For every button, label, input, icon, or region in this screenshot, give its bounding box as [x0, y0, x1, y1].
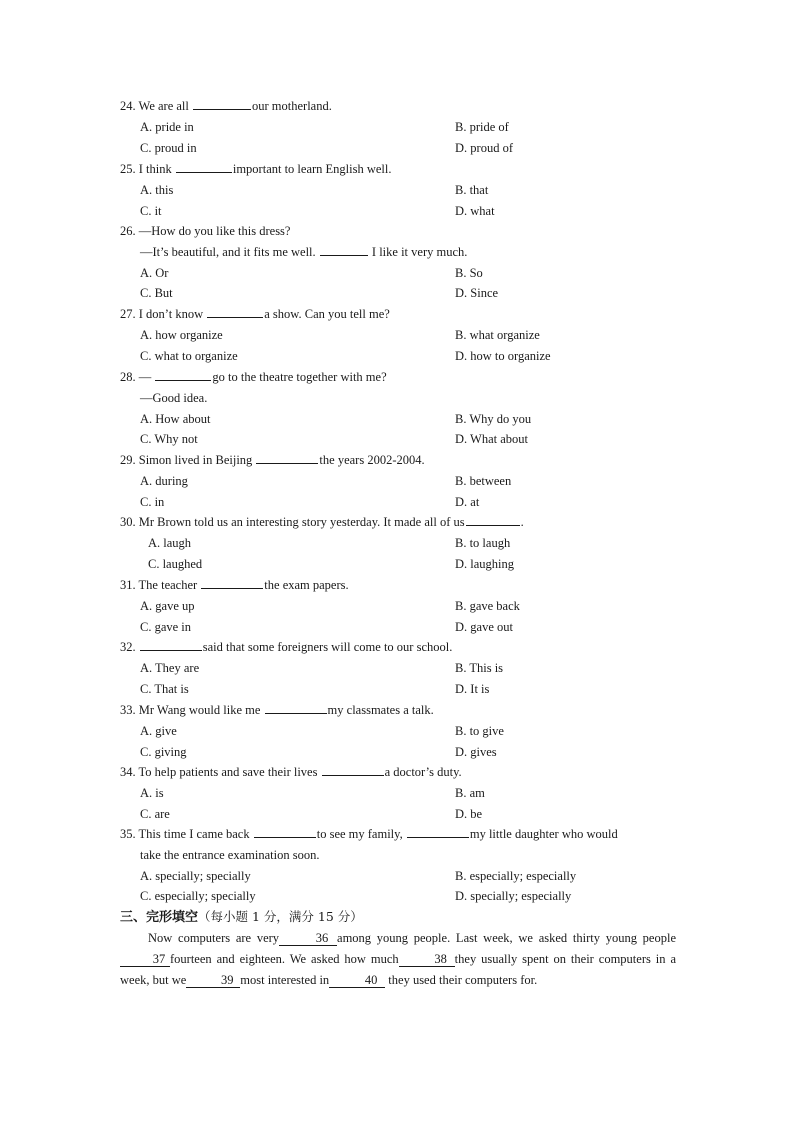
option-b[interactable]: B. So: [455, 265, 483, 280]
question-35: [120, 824, 680, 907]
question-stem-line2: [120, 845, 680, 866]
option-d[interactable]: D. What about: [455, 432, 529, 447]
stem-text: Mr Wang would like me: [138, 703, 264, 717]
question-stem: [120, 304, 680, 325]
section-heading: [120, 907, 363, 928]
stem-text: a doctor’s duty.: [384, 765, 462, 779]
stem-text: The teacher: [138, 578, 201, 592]
option-a[interactable]: A. give: [140, 723, 177, 738]
stem-text: To help patients and save their lives: [138, 765, 321, 779]
question-number: 29.: [120, 453, 136, 467]
question-stem: [120, 512, 680, 533]
option-b[interactable]: B. to give: [455, 723, 504, 738]
question-number: 31.: [120, 578, 136, 592]
answer-blank[interactable]: [320, 243, 368, 256]
option-c[interactable]: C. laughed: [148, 556, 203, 571]
stem-text: .: [520, 515, 524, 529]
option-c[interactable]: C. in: [140, 494, 165, 509]
option-d[interactable]: D. It is: [455, 681, 490, 696]
option-b[interactable]: B. that: [455, 182, 489, 197]
option-c[interactable]: C. gave in: [140, 619, 192, 634]
option-c[interactable]: C. That is: [140, 681, 189, 696]
passage-text: they usually spent on their computers in a week, but we: [120, 952, 676, 987]
question-number: 33.: [120, 703, 136, 717]
option-d[interactable]: D. gave out: [455, 619, 513, 634]
stem-text: —Good idea.: [140, 390, 208, 405]
stem-text: Simon lived in Beijing: [138, 453, 256, 467]
passage-text: among young people. Last week, we asked thirty young people: [337, 931, 677, 945]
stem-text: important to learn English well.: [232, 162, 392, 176]
question-stem-line2: [120, 388, 680, 409]
question-stem: [120, 159, 680, 180]
stem-text: the exam papers.: [264, 578, 349, 592]
question-stem: [120, 824, 680, 845]
option-d[interactable]: D. how to organize: [455, 348, 551, 363]
answer-blank[interactable]: [155, 368, 211, 381]
stem-text: —: [138, 370, 155, 384]
stem-text: I don’t know: [138, 307, 207, 321]
gap-37[interactable]: 37: [120, 952, 170, 967]
section-subtitle: （每小题 1 分，满分 15 分）: [198, 909, 363, 924]
question-number: 30.: [120, 515, 136, 529]
stem-text: said that some foreigners will come to our school.: [202, 640, 453, 654]
option-c[interactable]: C. it: [140, 203, 162, 218]
answer-blank[interactable]: [207, 305, 263, 318]
answer-blank[interactable]: [256, 451, 318, 464]
option-c[interactable]: C. especially; specially: [140, 889, 256, 904]
passage-text: Now computers are very: [148, 931, 280, 945]
stem-text: We are all: [138, 99, 193, 113]
stem-text: This time I came back: [138, 827, 253, 841]
question-26: [120, 221, 680, 304]
option-a[interactable]: A. How about: [140, 411, 211, 426]
question-stem: [120, 450, 680, 471]
stem-text: —How do you like this dress?: [138, 224, 291, 238]
option-d[interactable]: D. what: [455, 203, 495, 218]
answer-blank[interactable]: [407, 825, 469, 838]
stem-text: our motherland.: [252, 99, 332, 113]
section-title: 三、完形填空: [120, 910, 199, 925]
stem-text: to see my family,: [316, 827, 406, 841]
option-a[interactable]: A. how organize: [140, 327, 223, 342]
passage-text: most interested in: [240, 973, 330, 987]
question-number: 26.: [120, 224, 136, 238]
answer-blank[interactable]: [254, 825, 316, 838]
question-27: [120, 304, 680, 366]
answer-blank[interactable]: [322, 763, 384, 776]
cloze-passage: [120, 928, 676, 991]
question-stem: [120, 221, 680, 242]
question-30: [120, 512, 680, 574]
option-a[interactable]: A. They are: [140, 660, 200, 675]
option-c[interactable]: C. are: [140, 806, 170, 821]
answer-blank[interactable]: [140, 638, 202, 651]
answer-blank[interactable]: [201, 576, 263, 589]
option-b[interactable]: B. am: [455, 785, 485, 800]
answer-blank[interactable]: [176, 160, 232, 173]
question-stem-line2: [120, 242, 680, 263]
option-c[interactable]: C. But: [140, 286, 173, 301]
stem-text: Mr Brown told us an interesting story yesterday. It made all of us: [138, 515, 465, 529]
question-stem: [120, 762, 680, 783]
answer-blank[interactable]: [466, 513, 520, 526]
question-33: [120, 700, 680, 762]
answer-blank[interactable]: [265, 701, 327, 714]
stem-text: go to the theatre together with me?: [212, 370, 387, 384]
question-stem: [120, 637, 680, 658]
option-a[interactable]: A. Or: [140, 265, 169, 280]
option-d[interactable]: D. be: [455, 806, 483, 821]
question-number: 28.: [120, 370, 136, 384]
option-a[interactable]: A. is: [140, 785, 164, 800]
stem-text: my classmates a talk.: [327, 703, 434, 717]
stem-text: take the entrance examination soon.: [140, 847, 320, 862]
question-number: 25.: [120, 162, 136, 176]
question-34: [120, 762, 680, 824]
question-number: 34.: [120, 765, 136, 779]
question-32: [120, 637, 680, 699]
option-a[interactable]: A. pride in: [140, 119, 194, 134]
gap-36[interactable]: 36: [279, 931, 337, 946]
question-number: 32.: [120, 640, 136, 654]
option-a[interactable]: A. this: [140, 182, 174, 197]
question-stem: [120, 367, 680, 388]
option-b[interactable]: B. pride of: [455, 119, 509, 134]
gap-39[interactable]: 39: [186, 973, 240, 988]
option-b[interactable]: B. This is: [455, 660, 504, 675]
option-a[interactable]: A. gave up: [140, 598, 195, 613]
option-b[interactable]: B. what organize: [455, 327, 540, 342]
option-d[interactable]: D. at: [455, 494, 480, 509]
gap-38[interactable]: 38: [399, 952, 455, 967]
option-c[interactable]: C. giving: [140, 744, 187, 759]
question-stem: [120, 96, 680, 117]
option-d[interactable]: D. specially; especially: [455, 889, 572, 904]
question-25: [120, 159, 680, 221]
question-number: 24.: [120, 99, 136, 113]
option-a[interactable]: A. specially; specially: [140, 868, 251, 883]
stem-text: the years 2002-2004.: [319, 453, 425, 467]
question-stem: [120, 575, 680, 596]
gap-40[interactable]: 40: [329, 973, 385, 988]
option-c[interactable]: C. what to organize: [140, 348, 238, 363]
question-number: 35.: [120, 827, 136, 841]
question-29: [120, 450, 680, 512]
option-b[interactable]: B. Why do you: [455, 411, 532, 426]
option-d[interactable]: D. laughing: [455, 556, 515, 571]
stem-text: a show. Can you tell me?: [264, 307, 390, 321]
option-b[interactable]: B. between: [455, 473, 512, 488]
option-c[interactable]: C. proud in: [140, 140, 197, 155]
stem-text: I like it very much.: [368, 244, 468, 259]
stem-text: —It’s beautiful, and it fits me well.: [140, 244, 319, 259]
option-d[interactable]: D. proud of: [455, 140, 513, 155]
option-b[interactable]: B. to laugh: [455, 535, 511, 550]
question-28: [120, 367, 680, 450]
stem-text: I think: [138, 162, 175, 176]
option-a[interactable]: A. during: [140, 473, 188, 488]
option-d[interactable]: D. gives: [455, 744, 497, 759]
answer-blank[interactable]: [193, 97, 251, 110]
passage-text: fourteen and eighteen. We asked how much: [170, 952, 399, 966]
option-c[interactable]: C. Why not: [140, 432, 198, 447]
question-31: [120, 575, 680, 637]
passage-text: they used their computers for.: [385, 973, 538, 987]
question-stem: [120, 700, 680, 721]
option-b[interactable]: B. especially; especially: [455, 868, 577, 883]
passage-paragraph: [120, 928, 676, 991]
option-b[interactable]: B. gave back: [455, 598, 520, 613]
option-d[interactable]: D. Since: [455, 286, 499, 301]
question-24: [120, 96, 680, 158]
stem-text: my little daughter who would: [469, 827, 618, 841]
option-a[interactable]: A. laugh: [148, 535, 192, 550]
question-number: 27.: [120, 307, 136, 321]
